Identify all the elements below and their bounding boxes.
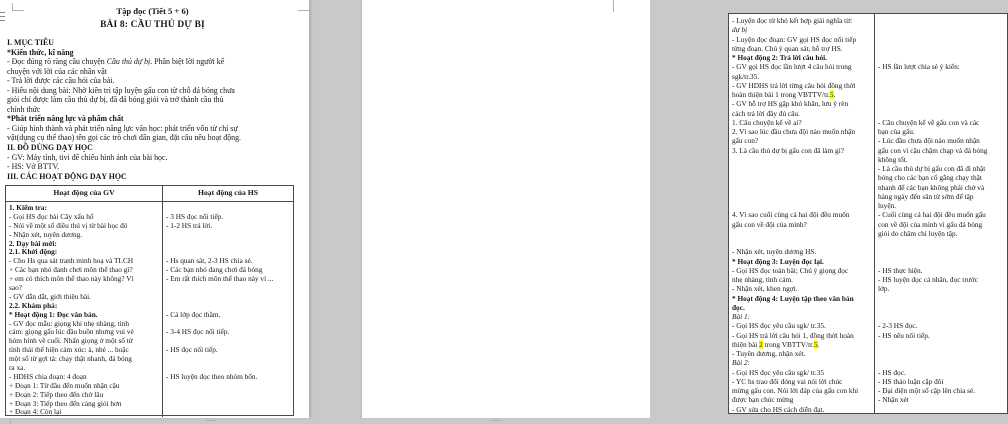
doc-line: [878, 44, 1005, 53]
doc-line: [7, 172, 306, 182]
text-segment: I. MỤC TIÊU: [7, 38, 54, 47]
text-segment: 2. Vì sao lúc đầu chưa đội nào muốn nhận: [732, 127, 855, 136]
document-page-1: [0, 0, 309, 418]
doc-line: [166, 355, 291, 364]
text-segment: - Nói về một số điều thú vị từ bài học đó: [9, 220, 128, 230]
doc-line: [732, 377, 872, 386]
text-segment: - HS luyện đọc theo nhóm bốn.: [166, 371, 258, 381]
text-segment: 2.1. Khởi động:: [9, 247, 58, 257]
text-segment: - 3-4 HS đọc nối tiếp.: [166, 327, 230, 337]
crop-mark-bottom-center: [206, 420, 216, 421]
text-segment: - Các bạn nhỏ đang chơi đá bóng: [166, 265, 263, 275]
text-segment: gấu con?: [732, 136, 759, 146]
text-segment: - Nhận xét, tuyên dương HS.: [732, 247, 817, 257]
text-segment: - HS luyện đọc cá nhân, đọc trước: [878, 275, 978, 284]
doc-line: [166, 400, 291, 409]
doc-line: [878, 127, 1005, 136]
doc-line: [7, 57, 306, 67]
doc-line: [878, 173, 1005, 182]
doc-line: [7, 114, 306, 124]
doc-line: [732, 109, 872, 118]
crop-mark-top-left-horizontal: [12, 10, 24, 11]
doc-line: [166, 328, 291, 337]
text-segment: .: [817, 339, 820, 349]
doc-line: [166, 346, 291, 355]
text-segment: - 2-3 HS đọc.: [878, 321, 918, 331]
doc-line: [732, 192, 872, 201]
text-segment: luyện.: [878, 201, 897, 210]
text-segment: - GV HDHS trả lời từng câu hỏi đồng thời: [732, 80, 856, 90]
doc-line: [166, 373, 291, 382]
text-segment: sgk/tr.35.: [732, 71, 760, 81]
text-segment: - Cả lớp đọc thầm.: [166, 309, 221, 319]
doc-line: [878, 257, 1005, 266]
doc-line: [166, 240, 291, 249]
doc-line: [7, 124, 306, 134]
text-segment: gấu con về đội của mình?: [732, 219, 807, 229]
lesson-subject-title: Tập đọc (Tiết 5 + 6): [116, 6, 189, 16]
doc-line: [732, 220, 872, 229]
text-segment: sao?: [9, 283, 22, 293]
text-segment: .: [833, 90, 836, 99]
doc-line: [732, 183, 872, 192]
text-segment: Bài 1:: [732, 312, 751, 321]
doc-line: [878, 303, 1005, 312]
text-segment: III. CÁC HOẠT ĐỘNG DẠY HỌC: [7, 171, 127, 181]
doc-line: [732, 127, 872, 136]
table-header-hs: Hoạt động của HS: [197, 188, 259, 197]
doc-line: [732, 136, 872, 145]
doc-line: [878, 331, 1005, 340]
text-segment: 2. Dạy bài mới:: [9, 238, 57, 248]
text-segment: - Hiểu nội dung bài: Nhờ kiên trì tập luyện gấu con từ chỗ đá bóng chưa: [7, 85, 235, 95]
text-segment: giỏi chỉ được làm cầu thủ dự bị, đã đá bóng giỏi và trở thành cầu thủ: [7, 95, 224, 105]
text-segment: - Gọi HS trả lời câu hỏi 1, đồng thời hoàn: [732, 330, 854, 340]
lesson-intro-section: [7, 38, 306, 181]
table-body: [6, 202, 293, 417]
doc-line: [732, 386, 872, 395]
text-segment: - 1-2 HS trả lời.: [166, 220, 213, 230]
text-segment: - HS đọc.: [878, 367, 906, 377]
text-segment: thiện bài: [732, 339, 760, 349]
text-segment: được bạn chúc mừng: [732, 395, 794, 405]
text-segment: * Hoạt động 2: Trả lời câu hỏi.: [732, 53, 827, 62]
text-segment: - Nhận xét: [878, 395, 909, 405]
doc-line: [166, 382, 291, 391]
text-segment: 2.2. Khám phá:: [9, 300, 58, 310]
doc-line: [7, 48, 306, 58]
doc-line: [7, 95, 306, 105]
text-segment: 3. Là cầu thủ dự bị gấu con đã làm gì?: [732, 145, 844, 155]
text-segment: * Hoạt động 1: Đọc văn bản.: [9, 309, 98, 319]
text-segment: - GV gọi HS đọc lần lượt 4 câu hỏi trong: [732, 62, 852, 72]
doc-line: [878, 275, 1005, 284]
doc-line: [878, 99, 1005, 108]
text-segment: từng đoạn. Chú ý quan sát, hỗ trợ HS.: [732, 43, 843, 53]
doc-line: [7, 133, 306, 143]
text-segment: - HS thực hiện.: [878, 265, 923, 275]
doc-line: [878, 62, 1005, 71]
doc-line: [878, 247, 1005, 256]
text-segment: ra xa.: [9, 363, 26, 373]
text-segment: + Đoạn 1: Từ đầu đến muốn nhận cậu: [9, 380, 120, 390]
text-segment: trong VBTTV/tr.: [762, 339, 814, 349]
text-segment: nhanh để các bạn không phải chờ và: [878, 182, 985, 192]
doc-line: [732, 173, 872, 182]
doc-line: [732, 321, 872, 330]
doc-line: [732, 229, 872, 238]
text-segment: tình thái thể hiện cảm xúc: à, nhé ... hoặc: [9, 345, 129, 355]
doc-line: [878, 35, 1005, 44]
doc-line: [732, 395, 872, 404]
text-segment: một số từ gợi tả: chạy thật nhanh, đá bóng: [9, 354, 132, 364]
doc-line: [878, 405, 1005, 414]
doc-line: [878, 321, 1005, 330]
doc-line: [878, 53, 1005, 62]
doc-line: [7, 67, 306, 77]
text-segment: chính thức: [7, 104, 41, 114]
doc-line: [166, 391, 291, 400]
doc-line: [732, 238, 872, 247]
doc-line: [732, 247, 872, 256]
text-segment: - HS thảo luận cặp đôi: [878, 376, 944, 386]
text-segment: chuyện với lời của các nhân vật: [7, 66, 107, 76]
doc-line: [732, 312, 872, 321]
text-segment: 1. Kiểm tra:: [9, 203, 47, 212]
text-segment: mừng gấu con. Nói lời đáp của gấu con khi: [732, 386, 859, 395]
doc-line: [732, 72, 872, 81]
text-segment: - HS nêu nối tiếp.: [878, 330, 930, 340]
text-segment: - Luyện đọc từ khó kết hợp giải nghĩa từ:: [732, 16, 853, 25]
text-segment: - Là cầu thủ dự bị gấu con đã đi nhặt: [878, 164, 986, 173]
doc-line: [732, 266, 872, 275]
doc-line: [7, 162, 306, 172]
doc-line: [732, 331, 872, 340]
text-segment: dự bị: [732, 25, 748, 35]
doc-line: [878, 377, 1005, 386]
doc-line: [9, 275, 160, 284]
doc-line: [878, 90, 1005, 99]
text-segment: cảm: giọng gấu lúc đầu buồn nhưng vui vẻ: [9, 327, 134, 337]
doc-line: [878, 16, 1005, 25]
doc-line: [9, 355, 160, 364]
doc-line: [7, 153, 306, 163]
doc-line: [732, 164, 872, 173]
doc-line: [732, 99, 872, 108]
gv-activities-column: [6, 202, 163, 417]
text-segment: bóng cho các bạn cố gắng chạy thật: [878, 173, 982, 183]
doc-line: [732, 284, 872, 293]
text-segment: - GV: Máy tính, tivi để chiếu hình ảnh của bài học.: [7, 152, 168, 162]
text-segment: con về đội của mình vì gấu đá bóng: [878, 219, 983, 229]
doc-line: [732, 294, 872, 303]
text-segment: hóm hỉnh về cuối. Nhấn giọng ở một số từ: [9, 336, 133, 346]
text-segment: + em có thích môn thể thao này không? Vì: [9, 274, 134, 284]
text-segment: *Phát triển năng lực và phẩm chất: [7, 114, 124, 124]
text-segment: - HS: Vở BTTV.: [7, 162, 60, 172]
text-segment: + Các bạn nhỏ đanh chơi môn thể thao gì?: [9, 265, 133, 275]
text-segment: - Nhận xét, tuyên dương.: [9, 229, 83, 239]
text-segment: - Cho Hs qua sát tranh minh hoạ và TLCH: [9, 256, 134, 266]
crop-mark-bottom-left: [10, 419, 11, 424]
gv-activities-column: [729, 14, 875, 414]
doc-line: [878, 349, 1005, 358]
doc-line: [878, 340, 1005, 349]
text-segment: 1. Câu chuyện kể về ai?: [732, 117, 802, 127]
table-body: [729, 14, 1007, 414]
text-segment: - Tuyên dương, nhận xét.: [732, 349, 806, 358]
crop-mark-page2-top: [613, 0, 614, 12]
text-segment: - Nhận xét, khen ngợi.: [732, 284, 798, 294]
text-segment: - HS đọc nối tiếp.: [166, 345, 218, 355]
doc-line: [9, 408, 160, 417]
doc-line: [7, 76, 306, 86]
text-segment: - Gọi HS đọc yêu cầu sgk/ tr.35.: [732, 321, 826, 331]
doc-line: [166, 222, 291, 231]
doc-line: [878, 25, 1005, 34]
text-segment: * Hoạt động 4: Luyện tập theo văn bản: [732, 293, 854, 303]
text-segment: *Kiến thức, kĩ năng: [7, 47, 74, 57]
doc-line: [878, 146, 1005, 155]
text-segment: Bài 2:: [732, 358, 751, 368]
doc-line: [878, 164, 1005, 173]
text-segment: + Đoạn 3: Tiếp theo đến càng giỏi hơn: [9, 398, 122, 408]
text-segment: - Hs quan sát, 2-3 HS chia sẻ.: [166, 256, 253, 266]
text-segment: đọc.: [732, 302, 745, 312]
text-segment: - GV dẫn dắt, giới thiệu bài.: [9, 291, 91, 301]
doc-line: [878, 155, 1005, 164]
doc-line: [732, 53, 872, 62]
text-segment: - Đại diện một số cặp lên chia sẻ.: [878, 386, 976, 395]
text-segment: - GV đọc mẫu: giọng khi nhẹ nhàng, tình: [9, 318, 130, 328]
doc-line: [878, 229, 1005, 238]
document-page-2: [362, 0, 988, 418]
text-segment: - YC hs trao đổi đóng vai nói lời chúc: [732, 376, 843, 386]
text-segment: - Luyện đọc đoạn: GV gọi HS đọc nối tiếp: [732, 34, 857, 44]
doc-line: [732, 155, 872, 164]
highlight-segment: 2: [759, 339, 763, 349]
doc-line: [878, 395, 1005, 404]
doc-line: [878, 192, 1005, 201]
doc-line: [878, 368, 1005, 377]
doc-line: [878, 118, 1005, 127]
doc-line: [732, 25, 872, 34]
doc-line: [878, 109, 1005, 118]
doc-line: [732, 349, 872, 358]
doc-line: [878, 238, 1005, 247]
doc-line: [166, 408, 291, 417]
left-margin-marks: [0, 12, 5, 24]
doc-line: [166, 275, 291, 284]
doc-line: [878, 72, 1005, 81]
doc-line: [878, 220, 1005, 229]
doc-line: [878, 358, 1005, 367]
doc-line: [166, 311, 291, 320]
doc-line: [732, 303, 872, 312]
text-segment: + Đoạn 2: Tiếp theo đến chờ lâu: [9, 389, 104, 399]
doc-line: [732, 405, 872, 414]
doc-line: [878, 386, 1005, 395]
doc-line: [732, 118, 872, 127]
doc-line: [878, 201, 1005, 210]
doc-line: [878, 183, 1005, 192]
doc-line: [732, 340, 872, 349]
text-segment: giỏi do chăm chỉ luyện tập.: [878, 228, 958, 238]
text-segment: II. ĐỒ DÙNG DẠY HỌC: [7, 143, 93, 153]
doc-line: [878, 294, 1005, 303]
highlight-segment: 5: [829, 90, 834, 99]
text-segment: - Cuối cùng cả hai đội đều muốn gấu: [878, 210, 986, 220]
crop-mark-bottom-right: [491, 420, 501, 421]
text-segment: - Đọc đúng rõ ràng câu chuyện: [7, 57, 107, 67]
text-segment: lớp.: [878, 284, 890, 294]
activities-table-page2: [728, 13, 1008, 414]
doc-line: [732, 146, 872, 155]
doc-line: [732, 358, 872, 367]
doc-line: [732, 81, 872, 90]
doc-line: [7, 143, 306, 153]
doc-line: [732, 275, 872, 284]
text-segment: . Phân biệt lời người kể: [150, 57, 225, 67]
text-segment: - Trả lời được các câu hỏi của bài.: [7, 76, 115, 86]
doc-line: [732, 44, 872, 53]
text-segment: vật(dụng cụ thể thao) tên gọi các trò chơi dân gian, đặt câu nêu hoạt động.: [7, 133, 242, 143]
activities-table-page1: [5, 185, 294, 416]
text-segment: - HS lần lượt chia sẻ ý kiến:: [878, 62, 960, 72]
text-segment: Cầu thủ dự bị: [106, 57, 151, 67]
text-segment: hàng ngày đến sân từ sớm để tập: [878, 191, 974, 201]
text-segment: nhẹ nhàng, tình cảm.: [732, 275, 793, 284]
text-segment: gấu con vì cậu chậm chạp và đá bóng: [878, 145, 988, 155]
lesson-title: BÀI 8: CẦU THỦ DỰ BỊ: [100, 20, 205, 30]
text-segment: - Lúc đầu chưa đội nào muốn nhận: [878, 136, 980, 146]
doc-line: [166, 293, 291, 302]
doc-line: [732, 201, 872, 210]
text-segment: 4. Vì sao cuối cùng cả hai đội đều muốn: [732, 210, 850, 220]
doc-line: [878, 284, 1005, 293]
text-segment: - Gọi HS đọc bài Cây xấu hổ: [9, 211, 94, 221]
doc-line: [166, 231, 291, 240]
text-segment: - 3 HS đọc nối tiếp.: [166, 211, 224, 221]
text-segment: + Đoạn 4: Còn lại: [9, 407, 62, 417]
text-segment: - Gọi HS đọc yêu cầu sgk/ tr.35: [732, 367, 825, 377]
text-segment: không tốt.: [878, 154, 908, 164]
doc-line: [7, 38, 306, 48]
text-segment: - Gọi HS đọc toàn bài; Chú ý giọng đọc: [732, 265, 849, 275]
doc-line: [166, 284, 291, 293]
hs-activities-column: [875, 14, 1007, 414]
table-header-row: [6, 186, 293, 202]
doc-line: [732, 62, 872, 71]
doc-line: [732, 16, 872, 25]
doc-line: [7, 105, 306, 115]
text-segment: cách trả lời đầy đủ câu.: [732, 108, 800, 118]
text-segment: - Câu chuyện kể về gấu con và các: [878, 117, 980, 127]
doc-line: [732, 257, 872, 266]
doc-line: [732, 210, 872, 219]
doc-line: [732, 368, 872, 377]
doc-line: [7, 86, 306, 96]
text-segment: hoàn thiện bài 1 trong VBTTV/tr.: [732, 90, 830, 99]
doc-line: [732, 90, 872, 99]
doc-line: [878, 136, 1005, 145]
doc-line: [878, 312, 1005, 321]
text-segment: - GV sửa cho HS cách diễn đạt.: [732, 404, 825, 414]
doc-line: [878, 81, 1005, 90]
text-segment: - Em rất thích môn thể thao này vì ...: [166, 274, 274, 284]
text-segment: - GV hỗ trợ HS gặp khó khăn, lưu ý rèn: [732, 99, 849, 109]
highlight-segment: 5: [813, 339, 818, 349]
text-segment: bạn của gấu.: [878, 127, 915, 136]
text-segment: * Hoạt động 3: Luyện đọc lại.: [732, 256, 824, 266]
crop-mark-top-right-vertical: [309, 3, 310, 11]
text-segment: - Giúp hình thành và phát triển năng lực văn học: phát triển vốn từ chỉ sự: [7, 123, 238, 133]
doc-line: [878, 266, 1005, 275]
doc-line: [732, 35, 872, 44]
hs-activities-column: [163, 202, 293, 417]
table-header-gv: Hoạt động của GV: [6, 186, 163, 201]
doc-line: [878, 210, 1005, 219]
text-segment: - HDHS chia đoạn: 4 đoạn: [9, 371, 87, 381]
